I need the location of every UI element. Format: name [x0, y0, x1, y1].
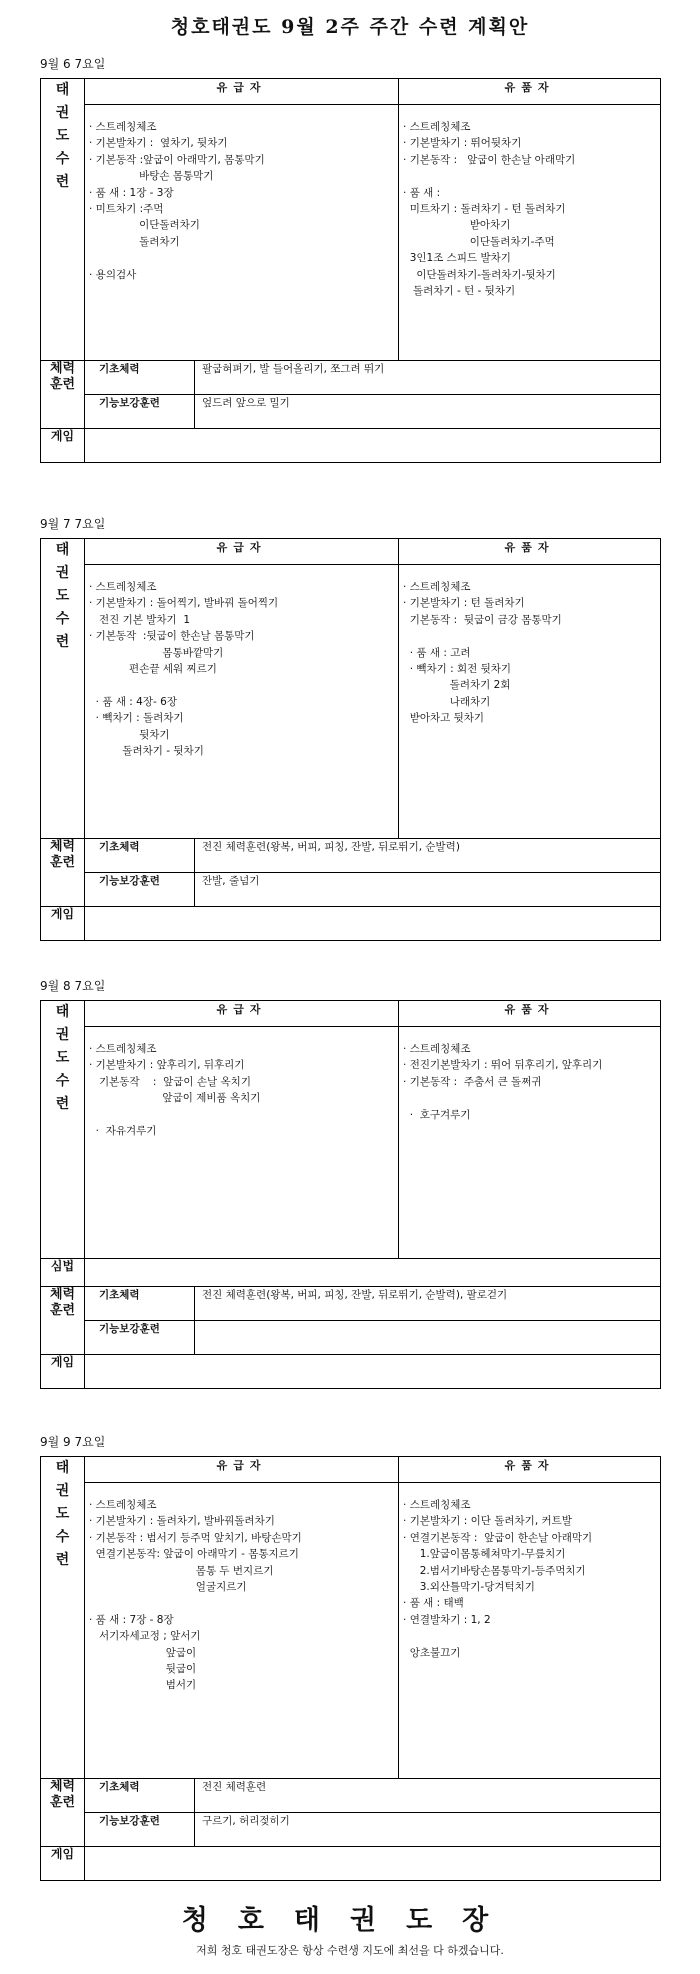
plan-line	[403, 168, 656, 184]
side-char: 도	[55, 588, 70, 604]
plan-line: 받아차기	[403, 219, 511, 232]
plan-line: · 스트레칭체조	[403, 581, 471, 593]
color-belt-plan	[85, 1027, 399, 1259]
plan-line: 뒷차기	[89, 728, 170, 741]
side-label-game: 게임	[41, 429, 85, 463]
plan-line: · 기본발차기 : 앞후리기, 뒤후리기	[89, 1059, 245, 1072]
plan-line: · 스트레칭체조	[89, 1499, 157, 1511]
plan-line: · 품 새 : 4장- 6장	[89, 695, 177, 708]
skill-fitness-label: 기능보강훈련	[85, 1813, 195, 1847]
side-label-game: 게임	[41, 1847, 85, 1881]
plan-line: · 기본발차기 : 돌어찍기, 발바꿔 돌어찍기	[89, 597, 279, 610]
plan-line: 돌려차기 2회	[403, 679, 511, 692]
color-belt-plan	[85, 1483, 399, 1779]
plan-line: 3인1조 스피드 발차기	[403, 252, 511, 265]
side-label-game: 게임	[41, 1355, 85, 1389]
side-char: 태	[55, 542, 70, 558]
plan-line: 앞굽이 제비품 옥치기	[89, 1092, 261, 1105]
plan-line: · 스트레칭체조	[403, 1043, 471, 1055]
plan-line: 연결기본동작: 앞굽이 아래막기 - 몸통지르기	[89, 1548, 299, 1561]
skill-fitness-value	[195, 1321, 661, 1355]
plan-line: · 품 새 : 고려	[403, 646, 471, 659]
basic-fitness-label: 기초체력	[85, 839, 195, 873]
plan-line	[403, 1090, 656, 1106]
side-label-physical: 체력 훈련	[41, 361, 85, 429]
plan-line: · 기본동작 : 주춤서 큰 돌쩌귀	[403, 1075, 542, 1088]
plan-line: 3.외산틀막기-당겨턱치기	[403, 1581, 535, 1594]
side-label-taekwondo	[41, 79, 85, 361]
side-char: 도	[55, 1506, 70, 1522]
side-label-review: 심법	[41, 1259, 85, 1287]
plan-line: 나래차기	[403, 695, 491, 708]
plan-line: · 전진기본발차기 : 뛰어 뒤후리기, 앞후리기	[403, 1059, 603, 1072]
plan-line	[89, 250, 394, 266]
review-value	[85, 1259, 661, 1287]
plan-line: · 기본발차기 : 돌려차기, 발바꿔돌려차기	[89, 1515, 275, 1528]
basic-fitness-value: 팔굽혀펴기, 발 들어올리기, 쪼그려 뛰기	[195, 361, 661, 395]
header-black-belt: 유품자	[399, 79, 661, 105]
color-belt-plan	[85, 565, 399, 839]
weekly-plan-table	[40, 1000, 661, 1389]
skill-fitness-label: 기능보강훈련	[85, 873, 195, 907]
black-belt-plan	[399, 105, 661, 361]
side-char: 련	[55, 174, 70, 190]
side-char: 도	[55, 1050, 70, 1066]
basic-fitness-value: 전진 체력훈련(왕복, 버피, 피칭, 잔발, 뒤로뛰기, 순발력)	[195, 839, 661, 873]
plan-line: · 기본동작 : 범서기 등주먹 앞치기, 바탕손막기	[89, 1531, 302, 1544]
header-color-belt: 유급자	[85, 79, 399, 105]
footer-subtitle: 저희 청호 태권도장은 항상 수련생 지도에 최선을 다 하겠습니다.	[196, 1944, 504, 1957]
weekly-plan-table	[40, 538, 661, 941]
game-value	[85, 429, 661, 463]
plan-line: 앙초불끄기	[403, 1646, 461, 1659]
plan-line: · 스트레칭체조	[89, 1043, 157, 1055]
side-char: 도	[55, 128, 70, 144]
plan-line: · 연결기본동작 : 앞굽이 한손날 아래막기	[403, 1531, 593, 1544]
side-char: 수	[55, 1073, 70, 1089]
plan-line: 바탕손 몸통막기	[89, 170, 214, 183]
skill-fitness-value: 엎드려 앞으로 밀기	[195, 395, 661, 429]
weekly-plan-table	[40, 78, 661, 463]
side-char: 태	[55, 1460, 70, 1476]
footer-title: 청호태권도장	[181, 1905, 519, 1936]
plan-line: · 품 새 : 1장 - 3장	[89, 186, 174, 199]
plan-line: · 자유겨루기	[89, 1125, 157, 1138]
skill-fitness-value: 잔발, 줄넘기	[195, 873, 661, 907]
header-color-belt: 유급자	[85, 1001, 399, 1027]
plan-line	[403, 1628, 656, 1644]
plan-line: · 품 새 :	[403, 186, 441, 199]
header-black-belt: 유품자	[399, 539, 661, 565]
plan-line: · 미트차기 :주먹	[89, 203, 164, 216]
plan-line: 미트차기 : 돌려차기 - 턴 돌려차기	[403, 203, 566, 216]
basic-fitness-label: 기초체력	[85, 1287, 195, 1321]
plan-line: 이단돌려차기-주먹	[403, 235, 555, 248]
plan-line: 몸통바깥막기	[89, 646, 224, 659]
plan-line: 기본동작 : 뒷굽이 금강 몸통막기	[403, 613, 562, 626]
plan-line: 전진 기본 발차기 1	[89, 613, 191, 626]
plan-line: 2.범서기바탕손몸통막기-등주먹치기	[403, 1564, 586, 1577]
plan-line	[89, 1107, 394, 1123]
side-label-taekwondo	[41, 539, 85, 839]
header-color-belt: 유급자	[85, 1457, 399, 1483]
side-char: 수	[55, 611, 70, 627]
plan-line: · 기본동작 : 앞굽이 한손날 아래막기	[403, 153, 576, 166]
plan-line: 1.앞굽이몸통헤쳐막기-무릎치기	[403, 1548, 566, 1561]
color-belt-plan	[85, 105, 399, 361]
plan-line: · 기본발차기 : 뛰어뒷차기	[403, 137, 522, 150]
plan-line: · 스트레칭체조	[89, 121, 157, 133]
plan-line: 돌려차기	[89, 235, 180, 248]
plan-line: · 용의검사	[89, 268, 137, 281]
day-label: 9월 9 7요일	[40, 1435, 106, 1449]
black-belt-plan	[399, 1483, 661, 1779]
plan-line: 이단돌려차기	[89, 219, 200, 232]
skill-fitness-value: 구르기, 허리젖히기	[195, 1813, 661, 1847]
side-char: 수	[55, 1529, 70, 1545]
header-black-belt: 유품자	[399, 1001, 661, 1027]
basic-fitness-value: 전진 체력훈련	[195, 1779, 661, 1813]
plan-line: 돌려차기 - 턴 - 뒷차기	[403, 285, 516, 298]
day-label: 9월 6 7요일	[40, 57, 106, 71]
side-label-taekwondo	[41, 1457, 85, 1779]
skill-fitness-label: 기능보강훈련	[85, 395, 195, 429]
plan-line: 범서기	[89, 1679, 197, 1692]
plan-line: · 호구겨루기	[403, 1108, 471, 1121]
header-black-belt: 유품자	[399, 1457, 661, 1483]
side-char: 권	[55, 1027, 70, 1043]
side-char: 권	[55, 1483, 70, 1499]
basic-fitness-label: 기초체력	[85, 1779, 195, 1813]
game-value	[85, 1847, 661, 1881]
plan-line: · 품 새 : 7장 - 8장	[89, 1613, 174, 1626]
plan-line: 기본동작 : 앞굽이 손날 옥치기	[89, 1075, 251, 1088]
game-value	[85, 907, 661, 941]
plan-line: 편손끝 세워 찌르기	[89, 663, 217, 676]
plan-line: · 스트레칭체조	[89, 581, 157, 593]
side-label-physical: 체력 훈련	[41, 1779, 85, 1847]
plan-line: · 연결발차기 : 1, 2	[403, 1613, 491, 1626]
plan-line: · 기본발차기 : 턴 돌려차기	[403, 597, 525, 610]
side-label-taekwondo	[41, 1001, 85, 1259]
side-char: 수	[55, 151, 70, 167]
game-value	[85, 1355, 661, 1389]
side-char: 련	[55, 1096, 70, 1112]
day-label: 9월 8 7요일	[40, 979, 106, 993]
side-char: 권	[55, 105, 70, 121]
plan-line: · 스트레칭체조	[403, 1499, 471, 1511]
plan-line: · 기본동작 :앞굽이 아래막기, 몸통막기	[89, 153, 265, 166]
plan-line	[403, 628, 656, 644]
side-char: 태	[55, 82, 70, 98]
plan-line: 이단돌려차기-돌려차기-뒷차기	[403, 268, 556, 281]
page-title: 청호태권도 9월 2주 주간 수련 계획안	[170, 16, 530, 38]
plan-line: · 빽차기 : 돌려차기	[89, 712, 184, 725]
plan-line: 받아차고 뒷차기	[403, 712, 485, 725]
black-belt-plan	[399, 1027, 661, 1259]
basic-fitness-label: 기초체력	[85, 361, 195, 395]
plan-line: 뒷굽이	[89, 1663, 197, 1676]
side-char: 련	[55, 634, 70, 650]
plan-line: 서기자세교정 ; 앞서기	[89, 1630, 201, 1643]
plan-line: · 스트레칭체조	[403, 121, 471, 133]
side-char: 태	[55, 1004, 70, 1020]
plan-line: 얼굴지르기	[89, 1581, 247, 1594]
plan-line: 앞굽이	[89, 1646, 197, 1659]
basic-fitness-value: 전진 체력훈련(왕복, 버피, 피칭, 잔발, 뒤로뛰기, 순발력), 팔로걷기	[195, 1287, 661, 1321]
black-belt-plan	[399, 565, 661, 839]
side-label-physical: 체력 훈련	[41, 839, 85, 907]
plan-line: 몸통 두 번지르기	[89, 1564, 274, 1577]
plan-line: · 빽차기 : 회전 뒷차기	[403, 663, 512, 676]
plan-line	[89, 677, 394, 693]
side-label-game: 게임	[41, 907, 85, 941]
day-label: 9월 7 7요일	[40, 517, 106, 531]
plan-line: · 기본발차기 : 옆차기, 뒷차기	[89, 137, 228, 150]
plan-line: · 기본발차기 : 이단 돌려차기, 커트발	[403, 1515, 572, 1528]
plan-line: · 품 새 : 태백	[403, 1597, 464, 1610]
side-label-physical: 체력 훈련	[41, 1287, 85, 1355]
side-char: 련	[55, 1552, 70, 1568]
header-color-belt: 유급자	[85, 539, 399, 565]
skill-fitness-label: 기능보강훈련	[85, 1321, 195, 1355]
plan-line: 돌려차기 - 뒷차기	[89, 745, 204, 758]
plan-line	[89, 1595, 394, 1611]
side-char: 권	[55, 565, 70, 581]
weekly-plan-table	[40, 1456, 661, 1881]
plan-line: · 기본동작 :뒷굽이 한손날 몸통막기	[89, 630, 255, 643]
